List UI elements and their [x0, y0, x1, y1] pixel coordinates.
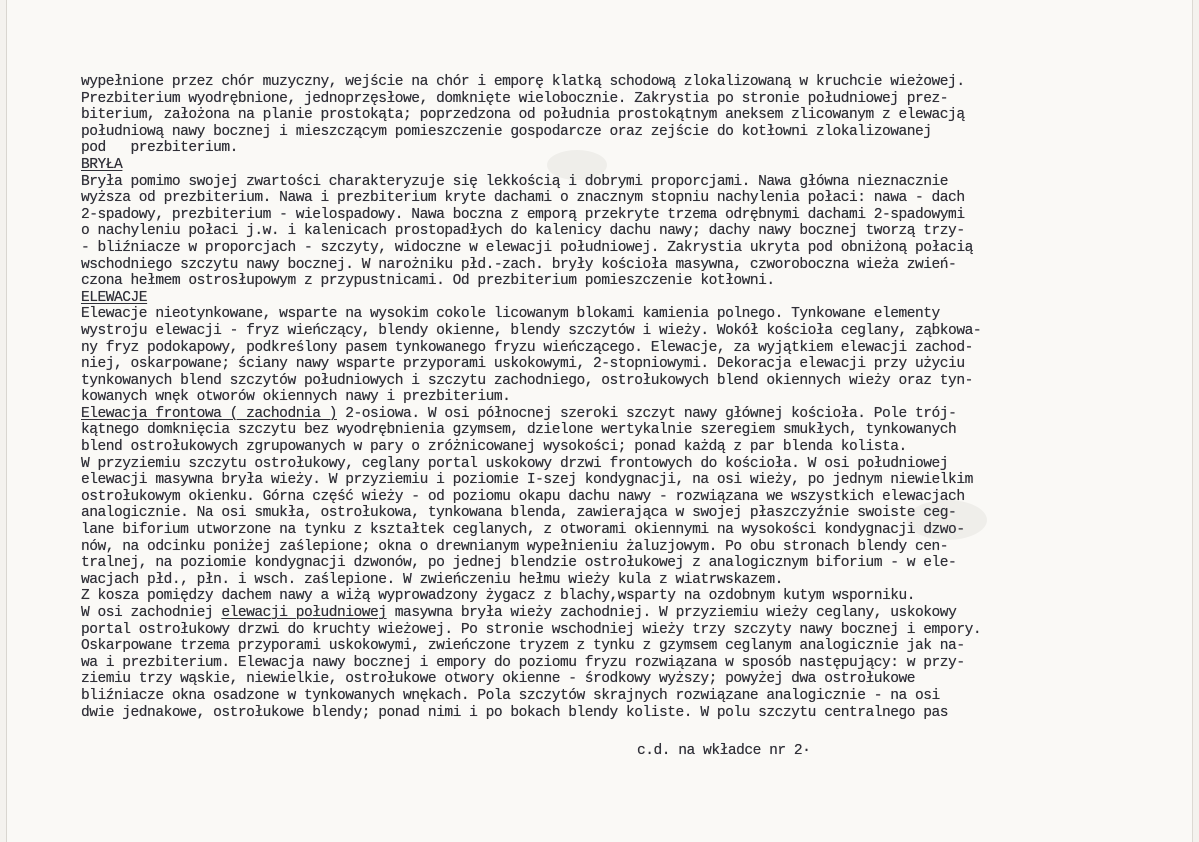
document-page	[6, 0, 1193, 842]
text-line: kowanych wnęk otworów okiennych nawy i prezbiterium.	[81, 389, 511, 406]
text-line: tralnej, na poziomie kondygnacji dzwonów, po jednej blendzie ostrołukowej z analogicznym biforium - w ele-	[81, 555, 957, 572]
text-line: ostrołukowym okienku. Górna część wieży - od poziomu okapu dachu nawy - rozwiązana we wszystkich elewacjach	[81, 488, 965, 505]
text-line: Z kosza pomiędzy dachem nawy a wiżą wyprowadzony żygacz z blachy,wsparty na ozdobnym kutym wsporniku.	[81, 588, 916, 605]
text-line: nów, na odcinku poniżej zaślepione; okna o drewnianym wypełnieniu żaluzjowym. Po obu stronach blendy cen-	[81, 538, 949, 555]
text-line: - bliźniacze w proporcjach - szczyty, widoczne w elewacji południowej. Zakrystia ukryta pod obniżoną połacią	[81, 239, 973, 256]
line-text: 2-osiowa. W osi północnej szeroki szczyt nawy głównej kościoła. Pole trój-	[337, 405, 957, 422]
section-heading: BRYŁA	[81, 156, 123, 173]
text-line	[81, 406, 1181, 423]
text-line: analogicznie. Na osi smukła, ostrołukowa, tynkowana blenda, zawierająca w swojej płaszczyźnie swoiste ceg-	[81, 505, 957, 522]
text-line: lane biforium utworzone na tynku z kształtek ceglanych, z otworami okiennymi na wysokości kondygnacji dzwo-	[81, 522, 965, 539]
text-line: wschodniego szczytu nawy bocznej. W narożniku płd.-zach. bryły kościoła masywna, czworoboczna wieża zwień-	[81, 256, 957, 273]
text-line: biterium, założona na planie prostokąta; poprzedzona od południa prostokątnym aneksem zlicowanym z elewacją	[81, 107, 965, 124]
text-line: czona hełmem ostrosłupowym z przypustnicami. Od prezbiterium pomieszczenie kotłowni.	[81, 273, 775, 290]
subsection-heading: Elewacja frontowa ( zachodnia )	[81, 405, 337, 422]
text-line: ziemiu trzy wąskie, niewielkie, ostrołukowe otwory okienne - środkowy wyższy; powyżej dwa ostrołukowe	[81, 671, 916, 688]
text-line: Bryła pomimo swojej zwartości charakteryzuje się lekkością i dobrymi proporcjami. Nawa główna nieznacznie	[81, 173, 949, 190]
text-line: Prezbiterium wyodrębnione, jednoprzęsłowe, domknięte wielobocznie. Zakrystia po stronie południowej prez-	[81, 90, 949, 107]
text-line: dwie jednakowe, ostrołukowe blendy; ponad nimi i po bokach blendy koliste. W polu szczytu centralnego pas	[81, 704, 949, 721]
text-line: niej, oskarpowane; ściany nawy wsparte przyporami uskokowymi, 2-stopniowymi. Dekoracja elewacji przy użyciu	[81, 356, 965, 373]
text-line: ny fryz podokapowy, podkreślony pasem tynkowanego fryzu wieńczącego. Elewacje, za wyjątkiem elewacji zachod-	[81, 339, 973, 356]
text-line: 2-spadowy, prezbiterium - wielospadowy. Nawa boczna z emporą przekryte trzema odrębnymi dachami 2-spadowymi	[81, 206, 965, 223]
text-line: blend ostrołukowych zgrupowanych w pary o zróżnicowanej wysokości; ponad każdą z par blenda kolista.	[81, 439, 907, 456]
underlined-phrase: elewacji południowej	[221, 605, 387, 621]
text-line: kątnego domknięcia szczytu bez wyodrębnienia gzymsem, dzielone wertykalnie szeregiem smukłych, tynkowanych	[81, 422, 957, 439]
text-line: portal ostrołukowy drzwi do kruchty wieżowej. Po stronie wschodniej wieży trzy szczyty nawy bocznej i empory.	[81, 621, 982, 638]
text-line: wa i prezbiterium. Elewacja nawy bocznej i empory do poziomu fryzu rozwiązana w sposób następujący: w przy-	[81, 654, 965, 671]
text-line: elewacji masywna bryła wieży. W przyziemiu i poziomie I-szej kondygnacji, na osi wieży, po jednym niewielkim	[81, 472, 973, 489]
text-line: wyższa od prezbiterium. Nawa i prezbiterium kryte dachami o znacznym stopniu nachylenia połaci: nawa - dach	[81, 190, 965, 207]
text-line: bliźniacze okna osadzone w tynkowanych wnękach. Pola szczytów skrajnych rozwiązane analogicznie - na osi	[81, 687, 940, 704]
text-line: południową nawy bocznej i mieszczącym pomieszczenie gospodarcze oraz zejście do kotłowni zlokalizowanej	[81, 123, 932, 140]
section-heading: ELEWACJE	[81, 289, 148, 306]
text-line: pod prezbiterium.	[81, 140, 238, 157]
text-line: wypełnione przez chór muzyczny, wejście na chór i emporę klatką schodową zlokalizowaną w kruchcie wieżowej.	[81, 74, 965, 90]
text-line: wystroju elewacji - fryz wieńczący, blendy okienne, blendy szczytów i wieży. Wokół kościoła ceglany, ząbkowa-	[81, 322, 982, 339]
text-line: Oskarpowane trzema przyporami uskokowymi, zwieńczone tryzem z tynku z gzymsem ceglanym analogicznie jak na-	[81, 638, 965, 655]
text-line: wacjach płd., płn. i wsch. zaślepione. W zwieńczeniu hełmu wieży kula z wiatrwskazem.	[81, 571, 783, 588]
continuation-note: c.d. na wkładce nr 2·	[637, 743, 811, 759]
text-line: tynkowanych blend szczytów południowych i szczytu zachodniego, ostrołukowych blend okiennych wieży oraz tyn-	[81, 372, 973, 389]
line-text: masywna bryła wieży zachodniej. W przyziemiu wieży ceglany, uskokowy	[386, 605, 957, 621]
text-line: W przyziemiu szczytu ostrołukowy, ceglany portal uskokowy drzwi frontowych do kościoła. W osi południowej	[81, 455, 949, 472]
text-line: Elewacje nieotynkowane, wsparte na wysokim cokole licowanym blokami kamienia polnego. Tynkowane elementy	[81, 306, 940, 323]
text-line	[81, 605, 1181, 622]
text-line: o nachyleniu połaci j.w. i kalenicach prostopadłych do kalenicy dachu nawy; dachy nawy bocznej tworzą trzy-	[81, 223, 965, 240]
typewritten-text	[81, 74, 1181, 721]
line-prefix: W osi zachodniej	[81, 605, 222, 621]
